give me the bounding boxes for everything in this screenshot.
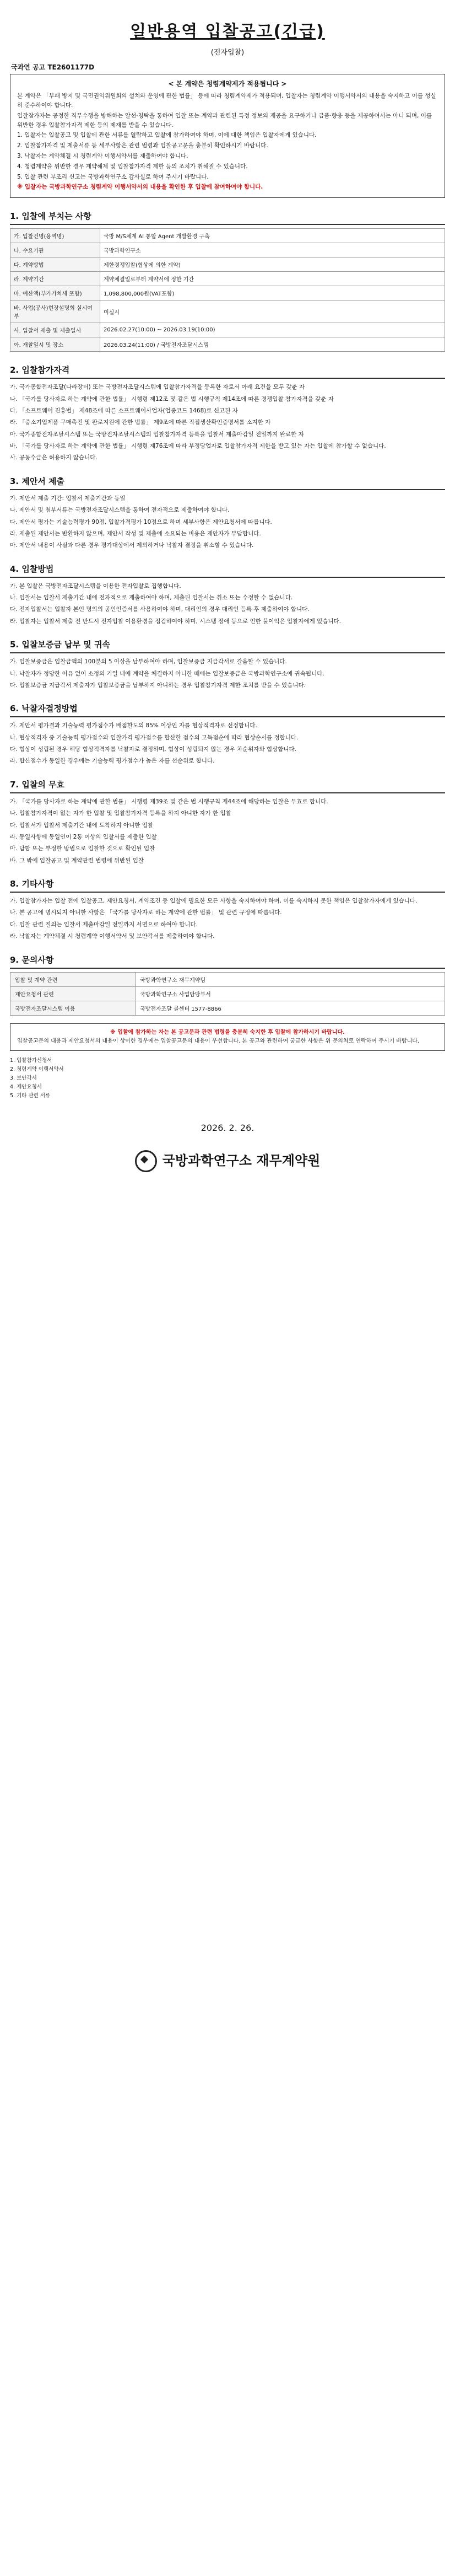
integrity-heading: < 본 계약은 청렴계약제가 적용됩니다 >	[168, 80, 287, 88]
signature	[10, 1150, 445, 1172]
info-row	[10, 272, 445, 286]
section-paragraph: 다. 제안서 평가는 기술능력평가 90점, 입찰가격평가 10점으로 하며 세부사항은 제안요청서에 따릅니다.	[10, 518, 272, 525]
attachment-item: 1. 입찰참가신청서	[10, 1057, 52, 1064]
info-row	[10, 300, 445, 323]
integrity-paragraph: 본 계약은 「부패 방지 및 국민권익위원회의 설치와 운영에 관한 법률」 등에 따라 청렴계약제가 적용되며, 입찰자는 청렴계약 이행서약서의 내용을 숙지하고 이를 성실히 준수하여야 합니다.	[17, 93, 436, 109]
section-paragraph: 사. 공동수급은 허용하지 않습니다.	[10, 454, 98, 461]
info-value: 1,098,800,000원(VAT포함)	[100, 286, 445, 300]
section-paragraph: 라. 합산점수가 동일한 경우에는 기술능력 평가점수가 높은 자를 선순위로 합니다.	[10, 758, 215, 765]
notice-page	[10, 10, 445, 1172]
page-title: 일반용역 입찰공고(긴급)	[130, 22, 325, 41]
section-body-2	[10, 382, 445, 463]
attachment-item: 2. 청렴계약 이행서약서	[10, 1066, 64, 1072]
signature-text: 국방과학연구소 재무계약원	[162, 1153, 321, 1169]
contact-label: 국방전자조달시스템 이용	[10, 1001, 136, 1015]
section-heading-4: 4. 입찰방법	[10, 563, 445, 578]
info-label: 아. 개찰일시 및 장소	[10, 337, 100, 352]
section-paragraph: 마. 담합 또는 부정한 방법으로 입찰한 것으로 확인된 입찰	[10, 845, 155, 852]
integrity-notice-box	[10, 74, 445, 198]
section-paragraph: 마. 제안서 내용이 사실과 다른 경우 평가대상에서 제외하거나 낙찰자 결정을 취소할 수 있습니다.	[10, 542, 254, 549]
page-subtitle: (전자입찰)	[210, 49, 245, 57]
section-body-4	[10, 581, 445, 627]
section-paragraph: 라. 「중소기업제품 구매촉진 및 판로지원에 관한 법률」 제9조에 따른 직접생산확인증명서를 소지한 자	[10, 419, 271, 426]
section-paragraph: 가. 입찰참가자는 입찰 전에 입찰공고, 제안요청서, 계약조건 등 입찰에 필요한 모든 사항을 숙지하여야 하며, 이를 숙지하지 못한 책임은 입찰참가자에게 있습니다.	[10, 898, 418, 905]
integrity-paragraph: 3. 낙찰자는 계약체결 시 청렴계약 이행서약서를 제출하여야 합니다.	[17, 152, 188, 159]
section-paragraph: 마. 국가종합전자조달시스템 또는 국방전자조달시스템의 입찰참가자격 등록을 입찰서 제출마감일 전일까지 완료한 자	[10, 431, 304, 438]
contact-row	[10, 986, 445, 1001]
section-heading-8: 8. 기타사항	[10, 878, 445, 893]
info-row	[10, 337, 445, 352]
info-label: 라. 계약기간	[10, 272, 100, 286]
info-value: 2026.02.27(10:00) ~ 2026.03.19(10:00)	[100, 323, 445, 337]
section-paragraph: 다. 전자입찰서는 입찰자 본인 명의의 공인인증서를 사용하여야 하며, 대리인의 경우 대리인 등록 후 제출하여야 합니다.	[10, 606, 310, 613]
section-heading-7: 7. 입찰의 무효	[10, 779, 445, 793]
section-paragraph: 나. 입찰참가자격이 없는 자가 한 입찰 및 입찰참가자격 등록을 하지 아니한 자가 한 입찰	[10, 810, 231, 817]
notice-date: 2026. 2. 26.	[201, 1123, 254, 1134]
section-heading-1: 1. 입찰에 부치는 사항	[10, 210, 445, 225]
section-paragraph: 나. 본 공고에 명시되지 아니한 사항은 「국가를 당사자로 하는 계약에 관한 법률」 및 관련 규정에 따릅니다.	[10, 909, 282, 916]
bid-info-table	[10, 228, 445, 352]
section-heading-9: 9. 문의사항	[10, 954, 445, 969]
section-body-5	[10, 657, 445, 690]
section-paragraph: 가. 입찰보증금은 입찰금액의 100분의 5 이상을 납부하여야 하며, 입찰보증금 지급각서로 갈음할 수 있습니다.	[10, 658, 287, 666]
info-label: 가. 입찰건명(용역명)	[10, 229, 100, 243]
section-paragraph: 나. 협상적격자 중 기술능력 평가점수와 입찰가격 평가점수를 합산한 점수의 고득점순에 따라 협상순서를 정합니다.	[10, 734, 299, 741]
info-row	[10, 257, 445, 272]
notice-number: 국과연 공고 TE2601177D	[11, 63, 95, 71]
closing-paragraph: 입찰공고문의 내용과 제안요청서의 내용이 상이한 경우에는 입찰공고문의 내용이 우선합니다. 본 공고와 관련하여 궁금한 사항은 위 문의처로 연락하여 주시기 바랍니다.	[17, 1038, 420, 1044]
section-paragraph: 나. 「국가를 당사자로 하는 계약에 관한 법률」 시행령 제12조 및 같은 법 시행규칙 제14조에 따른 경쟁입찰 참가자격을 갖춘 자	[10, 395, 334, 402]
section-body-3	[10, 493, 445, 551]
integrity-paragraph: 입찰참가자는 공정한 직무수행을 방해하는 알선·청탁을 통하여 입찰 또는 계약과 관련된 특정 정보의 제공을 요구하거나 금품·향응 등을 제공하여서는 아니 되며, 이를 위반한 경우 입찰참가자격 제한 등의 제재를 받을 수 있습니다.	[17, 112, 432, 128]
info-label: 다. 계약방법	[10, 257, 100, 272]
contact-value: 국방과학연구소 재무계약팀	[136, 972, 445, 986]
section-paragraph: 라. 낙찰자는 계약체결 시 청렴계약 이행서약서 및 보안각서를 제출하여야 합니다.	[10, 933, 215, 940]
info-value: 2026.03.24(11:00) / 국방전자조달시스템	[100, 337, 445, 352]
integrity-paragraph: 5. 입찰 관련 부조리 신고는 국방과학연구소 감사실로 하여 주시기 바랍니다.	[17, 173, 209, 180]
info-label: 바. 사업(공사)현장설명회 실시여부	[10, 300, 100, 323]
contact-label: 제안요청서 관련	[10, 986, 136, 1001]
section-heading-5: 5. 입찰보증금 납부 및 귀속	[10, 638, 445, 653]
info-value: 미실시	[100, 300, 445, 323]
attachment-item: 5. 기타 관련 서류	[10, 1093, 51, 1099]
section-paragraph: 다. 입찰서가 입찰서 제출기간 내에 도착하지 아니한 입찰	[10, 822, 153, 829]
section-paragraph: 다. 협상이 성립된 경우 해당 협상적격자를 낙찰자로 결정하며, 협상이 성립되지 않는 경우 차순위자와 협상합니다.	[10, 746, 296, 753]
section-paragraph: 라. 동일사항에 동일인이 2통 이상의 입찰서를 제출한 입찰	[10, 833, 157, 840]
section-paragraph: 나. 입찰서는 입찰서 제출기간 내에 전자적으로 제출하여야 하며, 제출된 입찰서는 취소 또는 수정할 수 없습니다.	[10, 594, 293, 602]
info-value: 계약체결일로부터 계약서에 정한 기간	[100, 272, 445, 286]
info-row	[10, 229, 445, 243]
section-paragraph: 라. 제출된 제안서는 반환하지 않으며, 제안서 작성 및 제출에 소요되는 비용은 제안자가 부담합니다.	[10, 530, 261, 537]
section-paragraph: 가. 제안서 평가결과 기술능력 평가점수가 배점한도의 85% 이상인 자를 협상적격자로 선정합니다.	[10, 722, 257, 729]
integrity-paragraph: 4. 청렴계약을 위반한 경우 계약해제 및 입찰참가자격 제한 등의 조치가 취해질 수 있습니다.	[17, 163, 248, 170]
contact-value: 국방전자조달 콜센터 1577-8866	[136, 1001, 445, 1015]
section-paragraph: 바. 「국가를 당사자로 하는 계약에 관한 법률」 시행령 제76조에 따라 부정당업자로 입찰참가자격 제한을 받고 있는 자는 입찰에 참가할 수 없습니다.	[10, 443, 386, 450]
section-paragraph: 나. 제안서 및 첨부서류는 국방전자조달시스템을 통하여 전자적으로 제출하여야 합니다.	[10, 507, 230, 514]
info-value: 국방과학연구소	[100, 243, 445, 257]
contact-row	[10, 972, 445, 986]
contact-value: 국방과학연구소 사업담당부서	[136, 986, 445, 1001]
agency-emblem-icon	[135, 1150, 157, 1172]
integrity-paragraph: 1. 입찰자는 입찰공고 및 입찰에 관한 서류를 열람하고 입찰에 참가하여야 하며, 이에 대한 책임은 입찰자에게 있습니다.	[17, 132, 317, 139]
closing-notice-box	[10, 1023, 445, 1051]
contact-table	[10, 972, 445, 1016]
section-paragraph: 라. 입찰자는 입찰서 제출 전 반드시 전자입찰 이용환경을 점검하여야 하며, 시스템 장애 등으로 인한 불이익은 입찰자에게 있습니다.	[10, 618, 341, 625]
attachment-item: 4. 제안요청서	[10, 1083, 42, 1090]
info-label: 사. 입찰서 제출 및 제출일시	[10, 323, 100, 337]
section-heading-3: 3. 제안서 제출	[10, 475, 445, 490]
integrity-warning: ※ 입찰자는 국방과학연구소 청렴계약 이행서약서의 내용을 확인한 후 입찰에 참여하여야 합니다.	[17, 184, 263, 191]
closing-warning: ※ 입찰에 참가하는 자는 본 공고문과 관련 법령을 충분히 숙지한 후 입찰에 참가하시기 바랍니다.	[110, 1029, 345, 1035]
info-row	[10, 323, 445, 337]
section-body-7	[10, 797, 445, 866]
info-value: 국방 M/S체계 AI 통합 Agent 개발환경 구축	[100, 229, 445, 243]
section-heading-2: 2. 입찰참가자격	[10, 364, 445, 379]
section-paragraph: 가. 제안서 제출 기간: 입찰서 제출기간과 동일	[10, 495, 126, 502]
section-heading-6: 6. 낙찰자결정방법	[10, 702, 445, 717]
info-value: 제한경쟁입찰(협상에 의한 계약)	[100, 257, 445, 272]
section-paragraph: 나. 낙찰자가 정당한 이유 없이 소정의 기일 내에 계약을 체결하지 아니한 때에는 입찰보증금은 국방과학연구소에 귀속됩니다.	[10, 670, 324, 677]
contact-label: 입찰 및 계약 관련	[10, 972, 136, 986]
section-body-8	[10, 896, 445, 942]
info-row	[10, 286, 445, 300]
info-row	[10, 243, 445, 257]
section-paragraph: 다. 입찰보증금 지급각서 제출자가 입찰보증금을 납부하지 아니하는 경우 입찰참가자격 제한 조치를 받을 수 있습니다.	[10, 681, 306, 689]
section-paragraph: 다. 「소프트웨어 진흥법」 제48조에 따른 소프트웨어사업자(업종코드 1468)로 신고된 자	[10, 407, 238, 414]
attachment-list	[10, 1056, 445, 1101]
section-paragraph: 가. 「국가를 당사자로 하는 계약에 관한 법률」 시행령 제39조 및 같은 법 시행규칙 제44조에 해당하는 입찰은 무효로 합니다.	[10, 798, 328, 805]
info-label: 나. 수요기관	[10, 243, 100, 257]
section-paragraph: 바. 그 밖에 입찰공고 및 계약관련 법령에 위반된 입찰	[10, 857, 144, 864]
integrity-paragraph: 2. 입찰참가자격 및 제출서류 등 세부사항은 관련 법령과 입찰공고문을 충분히 확인하시기 바랍니다.	[17, 142, 268, 149]
section-body-6	[10, 721, 445, 766]
section-paragraph: 가. 본 입찰은 국방전자조달시스템을 이용한 전자입찰로 집행합니다.	[10, 582, 181, 589]
section-paragraph: 가. 국가종합전자조달(나라장터) 또는 국방전자조달시스템에 입찰참가자격을 등록한 자로서 아래 요건을 모두 갖춘 자	[10, 384, 305, 391]
attachment-item: 3. 보안각서	[10, 1075, 37, 1081]
contact-row	[10, 1001, 445, 1015]
info-label: 마. 예산액(부가가치세 포함)	[10, 286, 100, 300]
section-paragraph: 다. 입찰 관련 질의는 입찰서 제출마감일 전일까지 서면으로 하여야 합니다.	[10, 921, 198, 928]
